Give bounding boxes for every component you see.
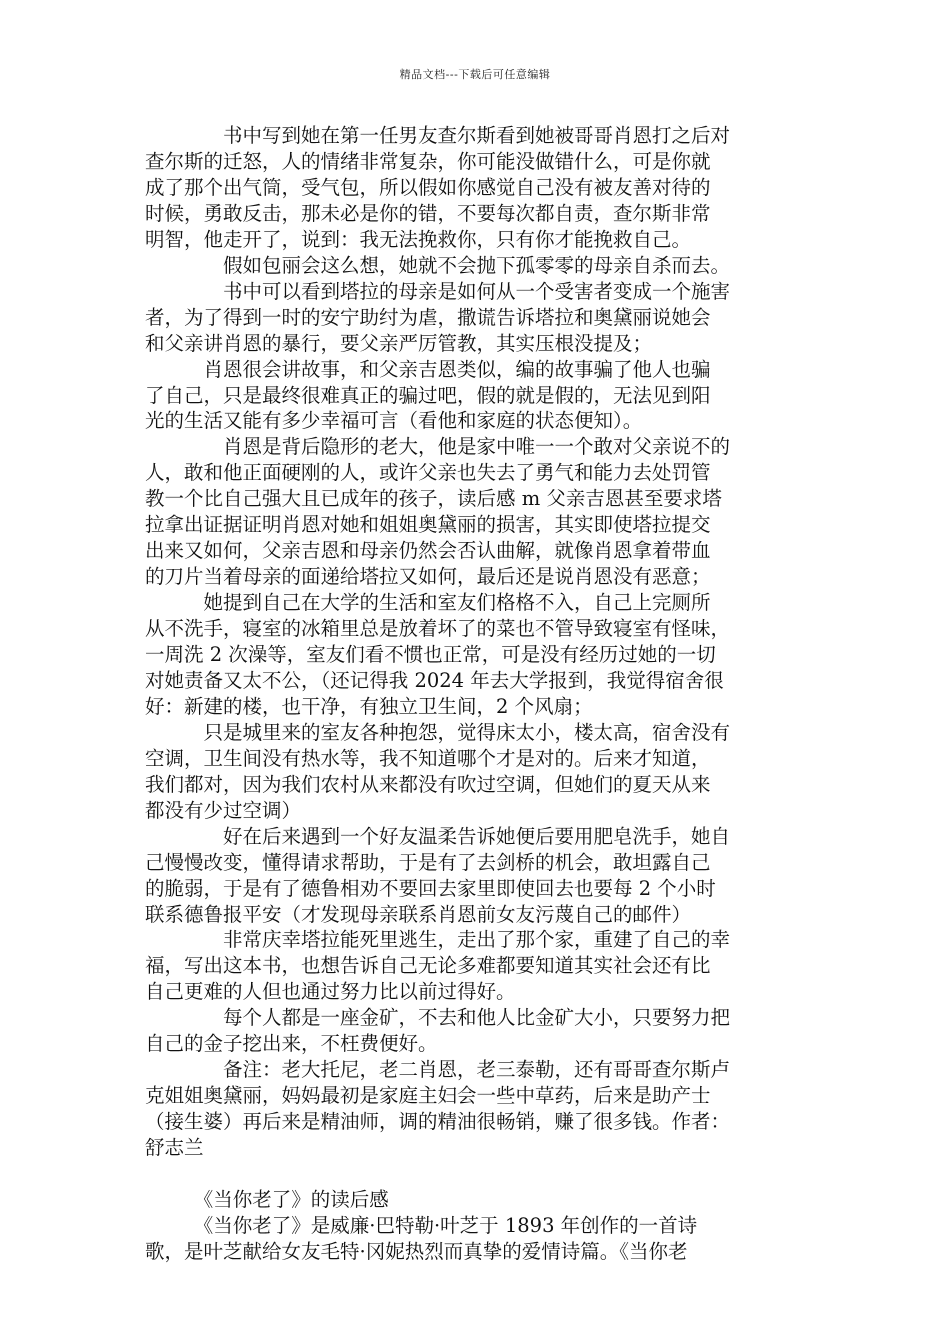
text-line: 《当你老了》的读后感 (145, 1187, 389, 1211)
text-line: 和父亲讲肖恩的暴行，要父亲严厉管教，其实压根没提及； (145, 331, 653, 355)
text-line: 时候，勇敢反击，那未必是你的错，不要每次都自责，查尔斯非常 (145, 201, 711, 225)
text-line: 的脆弱，于是有了德鲁相劝不要回去家里即使回去也要每 2 个小时 (145, 876, 716, 900)
text-line: 她提到自己在大学的生活和室友们格格不入，自己上完厕所 (145, 591, 711, 615)
text-line: 联系德鲁报平安（才发现母亲联系肖恩前女友污蔑自己的邮件） (145, 902, 692, 926)
text-line: 都没有少过空调） (145, 798, 302, 822)
text-line: 者，为了得到一时的安宁助纣为虐，撒谎告诉塔拉和奥黛丽说她会 (145, 305, 711, 329)
text-line: 成了那个出气筒，受气包，所以假如你感觉自己没有被友善对待的 (145, 175, 711, 199)
text-line: 的刀片当着母亲的面递给塔拉又如何，最后还是说肖恩没有恶意； (145, 565, 711, 589)
text-line: （接生婆）再后来是精油师，调的精油很畅销，赚了很多钱。作者： (145, 1110, 731, 1134)
text-line: 对她责备又太不公，（还记得我 2024 年去大学报到，我觉得宿舍很 (145, 668, 724, 692)
text-line: 己慢慢改变，懂得请求帮助，于是有了去剑桥的机会，敢坦露自己 (145, 850, 711, 874)
text-line: 福，写出这本书，也想告诉自己无论多难都要知道其实社会还有比 (145, 954, 711, 978)
text-line: 好：新建的楼，也干净，有独立卫生间，2 个风扇； (145, 694, 593, 718)
text-line: 书中可以看到塔拉的母亲是如何从一个受害者变成一个施害 (145, 279, 731, 303)
text-line: 舒志兰 (145, 1136, 204, 1160)
page-header: 精品文档---下载后可任意编辑 (399, 68, 551, 81)
text-line: 备注：老大托尼，老二肖恩，老三泰勒，还有哥哥查尔斯卢 (145, 1058, 731, 1082)
text-line: 人，敢和他正面硬刚的人，或许父亲也失去了勇气和能力去处罚管 (145, 461, 711, 485)
text-line: 《当你老了》是威廉·巴特勒·叶芝于 1893 年创作的一首诗 (145, 1213, 698, 1237)
text-line: 肖恩很会讲故事，和父亲吉恩类似，编的故事骗了他人也骗 (145, 357, 711, 381)
text-line: 教一个比自己强大且已成年的孩子，读后感 m 父亲吉恩甚至要求塔 (145, 487, 722, 511)
text-line: 拉拿出证据证明肖恩对她和姐姐奥黛丽的损害，其实即使塔拉提交 (145, 513, 711, 537)
text-line: 每个人都是一座金矿，不去和他人比金矿大小，只要努力把 (145, 1006, 731, 1030)
text-line: 自己的金子挖出来，不枉费便好。 (145, 1032, 438, 1056)
text-line: 书中写到她在第一任男友查尔斯看到她被哥哥肖恩打之后对 (145, 124, 731, 147)
text-line: 非常庆幸塔拉能死里逃生，走出了那个家，重建了自己的幸 (145, 928, 731, 952)
text-line: 了自己，只是最终很难真正的骗过吧，假的就是假的，无法见到阳 (145, 383, 711, 407)
text-line: 光的生活又能有多少幸福可言（看他和家庭的状态便知）。 (145, 409, 643, 433)
text-line: 只是城里来的室友各种抱怨，觉得床太小，楼太高，宿舍没有 (145, 720, 731, 744)
text-line: 查尔斯的迁怒，人的情绪非常复杂，你可能没做错什么，可是你就 (145, 149, 711, 173)
text-line: 一周洗 2 次澡等，室友们看不惯也正常，可是没有经历过她的一切 (145, 643, 716, 666)
text-line: 好在后来遇到一个好友温柔告诉她便后要用肥皂洗手，她自 (145, 824, 731, 848)
text-line: 歌，是叶芝献给女友毛特·冈妮热烈而真挚的爱情诗篇。《当你老 (145, 1239, 688, 1263)
text-line: 克姐姐奥黛丽，妈妈最初是家庭主妇会一些中草药，后来是助产士 (145, 1084, 711, 1108)
text-line: 出来又如何，父亲吉恩和母亲仍然会否认曲解，就像肖恩拿着带血 (145, 539, 711, 563)
text-line: 假如包丽会这么想，她就不会抛下孤零零的母亲自杀而去。 (145, 253, 731, 277)
text-line: 肖恩是背后隐形的老大，他是家中唯一一个敢对父亲说不的 (145, 435, 731, 459)
text-line: 我们都对，因为我们农村从来都没有吹过空调，但她们的夏天从来 (145, 772, 711, 796)
text-line: 从不洗手，寝室的冰箱里总是放着坏了的菜也不管导致寝室有怪味， (145, 617, 731, 641)
text-line: 空调，卫生间没有热水等，我不知道哪个才是对的。后来才知道， (145, 746, 711, 770)
text-line: 明智，他走开了，说到：我无法挽救你，只有你才能挽救自己。 (145, 227, 692, 251)
text-line: 自己更难的人但也通过努力比以前过得好。 (145, 980, 516, 1004)
